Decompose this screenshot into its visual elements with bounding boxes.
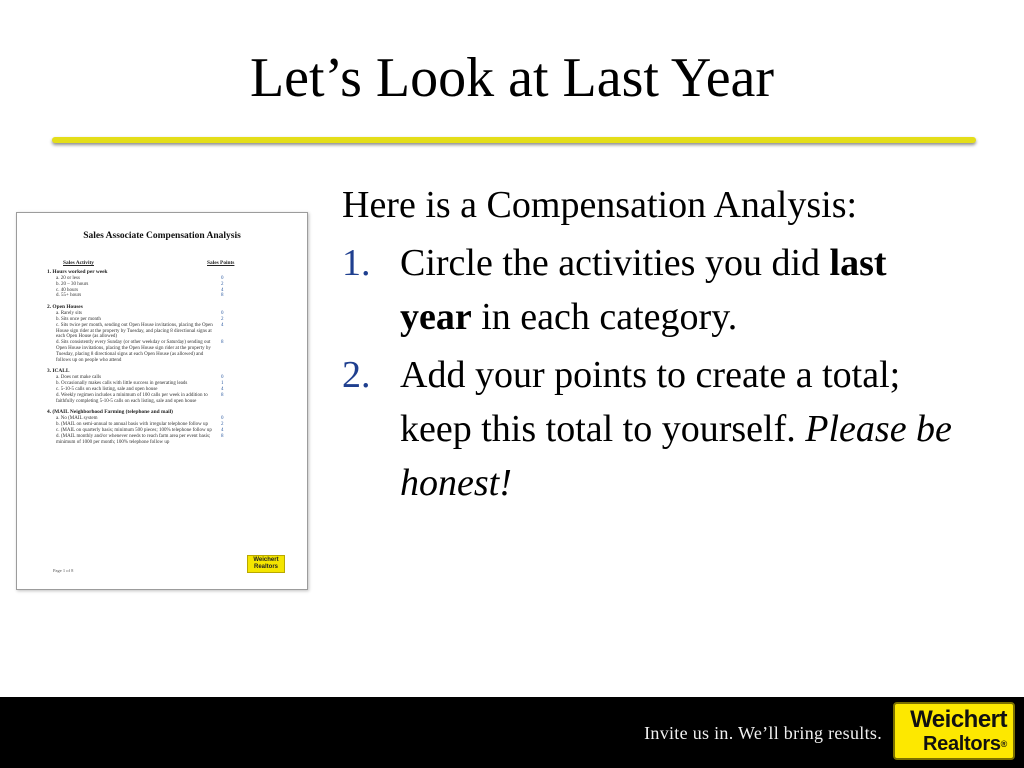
document-row-text: a. No (MAIL system [56, 416, 98, 422]
document-row-text: d. (MAIL monthly and/or whenever needs to reach farm area per event basis; minimum of 1000 per month; 100% telephone follow up [56, 433, 211, 445]
document-row-points: 0 [221, 311, 224, 317]
document-row-text: a. 20 or less [56, 276, 80, 281]
document-row-text: b. 20 – 30 hours [56, 281, 89, 287]
document-row-text: c. 40 hours [56, 287, 79, 293]
document-logo [247, 555, 285, 573]
list-number: 2. [342, 354, 371, 396]
document-section [47, 304, 297, 363]
item1-emphasis: last year [400, 242, 887, 338]
document-row-points: 8 [221, 340, 224, 346]
document-row-points: 8 [221, 392, 224, 398]
document-thumbnail [16, 212, 308, 590]
document-row-points: 2 [221, 281, 224, 287]
title-divider [52, 137, 976, 143]
document-row-points: 4 [221, 287, 224, 293]
footer-tagline: Invite us in. We’ll bring results. [644, 723, 882, 743]
list-item [342, 348, 962, 510]
column-header-points: Sales Points [207, 260, 235, 266]
document-section [47, 409, 297, 445]
document-section-title: 3. ICALL [47, 368, 70, 375]
document-row-points: 0 [221, 276, 224, 281]
document-row-text: a. Does not make calls [56, 375, 102, 381]
document-row [47, 323, 297, 340]
logo-line2 [895, 732, 1007, 756]
list-item-text [400, 236, 962, 344]
intro-text: Here is a Compensation Analysis: [342, 184, 858, 226]
document-row-points: 4 [221, 322, 224, 328]
document-row-text: c. 5-10-5 calls on each listing, sale and open house [56, 386, 158, 392]
document-section [47, 269, 297, 299]
document-row-text: d. Sits consistently every Sunday (or other weekday or Saturday) sending out Open House invitations, placing the Open House sign rider at the property by Tuesday, placing 8 directional signs at each Open House (as allowed) and follows up on people who attend [56, 340, 211, 363]
logo-registered-mark: ® [1000, 739, 1007, 749]
document-row [47, 434, 297, 446]
logo-line1: Weichert [910, 706, 1007, 733]
document-row-points: 4 [221, 386, 224, 392]
document-row-points: 0 [221, 416, 224, 422]
document-row-points: 8 [221, 293, 224, 299]
document-row-text: b. Sits once per month [56, 316, 101, 322]
document-row-text: a. Rarely sits [56, 311, 82, 317]
document-row [47, 293, 297, 299]
list-item [342, 236, 962, 344]
document-row-text: d. 55+ hours [56, 293, 82, 299]
document-section-title: 4. (MAIL Neighborhood Farming (telephone and mail) [47, 409, 173, 416]
document-logo-line2: Realtors [253, 564, 278, 570]
document-row-points: 2 [221, 316, 224, 322]
list-item-text [400, 348, 962, 510]
document-row-text: b. Occasionally makes calls with little success in generating leads [56, 381, 188, 387]
document-row-text: d. Weekly regimen includes a minimum of 100 calls per week in addition to faithfully completing 5-10-5 calls on each listing, sale and open house [56, 392, 208, 404]
document-page-number: Page 1 of 8 [53, 568, 74, 573]
item1-text-start: Circle the activities you did [400, 242, 830, 284]
document-row [47, 393, 297, 405]
document-section-title: 2. Open Houses [47, 304, 83, 311]
weichert-logo [893, 702, 1015, 760]
document-row-text: c. (MAIL on quarterly basis; minimum 500 pieces; 100% telephone follow up [56, 427, 212, 433]
column-header-activity: Sales Activity [63, 260, 94, 266]
document-row-points: 4 [221, 427, 224, 433]
document-row-points: 8 [221, 433, 224, 439]
item2-text: Add your points to create a total; keep this total to yourself. [400, 354, 901, 450]
document-row-points: 1 [221, 381, 224, 387]
document-row [47, 340, 297, 363]
document-section-title: 1. Hours worked per week [47, 269, 108, 275]
document-logo-line1: Weichert [253, 557, 279, 563]
document-title: Sales Associate Compensation Analysis [83, 231, 241, 241]
document-row-text: b. (MAIL on semi-annual to annual basis with irregular telephone follow up [56, 422, 208, 428]
item2-emphasis: Please be honest! [400, 408, 952, 504]
document-row-text: c. Sits twice per month, sending out Open House invitations, placing the Open House sign rider at the property by Tuesday, and placing 8 directional signs at each Open House (as allowed) [56, 322, 213, 340]
logo-line2-text: Realtors [923, 733, 1001, 755]
document-section [47, 368, 297, 404]
item1-text-end: in each category. [471, 296, 738, 338]
footer-bar [0, 697, 1024, 768]
slide-body [342, 178, 962, 514]
slide-title: Let’s Look at Last Year [249, 47, 775, 109]
document-row-points: 0 [221, 375, 224, 381]
list-number: 1. [342, 242, 371, 284]
document-sections [47, 269, 297, 450]
document-row-points: 2 [221, 422, 224, 428]
